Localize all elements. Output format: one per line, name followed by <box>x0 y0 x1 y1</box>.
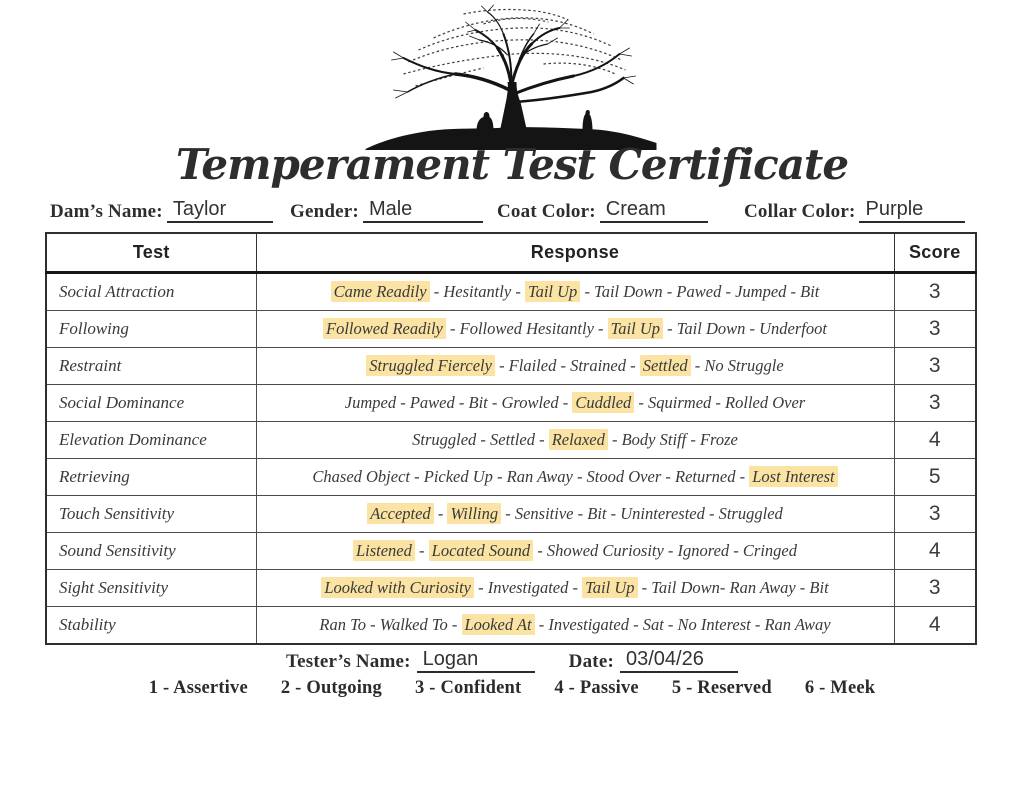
coat-color-field <box>497 198 708 223</box>
dam-name-value[interactable]: Taylor <box>167 198 273 223</box>
tester-name-label: Tester’s Name: <box>286 651 411 672</box>
tester-name-value[interactable]: Logan <box>417 648 535 673</box>
score-legend <box>0 678 1024 699</box>
highlighted-response: Tail Up <box>525 281 580 302</box>
response-cell <box>256 459 894 496</box>
score-cell: 3 <box>894 385 976 422</box>
highlighted-response: Settled <box>640 355 691 376</box>
response-text: - <box>414 541 429 560</box>
col-header-response: Response <box>256 233 894 273</box>
test-name-cell: Retrieving <box>46 459 256 496</box>
response-cell <box>256 607 894 645</box>
legend-item: 2 - Outgoing <box>280 678 382 698</box>
tree-logo <box>363 2 659 150</box>
legend-item: 4 - Passive <box>554 678 639 698</box>
table-row <box>46 348 976 385</box>
table-row <box>46 533 976 570</box>
dam-name-label: Dam’s Name: <box>50 201 163 222</box>
response-text: - Hesitantly - <box>429 282 525 301</box>
score-cell: 4 <box>894 607 976 645</box>
highlighted-response: Cuddled <box>572 392 634 413</box>
response-cell <box>256 348 894 385</box>
test-name-cell: Stability <box>46 607 256 645</box>
table-row <box>46 459 976 496</box>
dam-name-field <box>50 198 273 223</box>
score-cell: 4 <box>894 422 976 459</box>
response-text: - Tail Down- Ran Away - Bit <box>637 578 829 597</box>
highlighted-response: Located Sound <box>429 540 534 561</box>
test-name-cell: Restraint <box>46 348 256 385</box>
legend-item: 1 - Assertive <box>148 678 248 698</box>
table-row <box>46 311 976 348</box>
col-header-test: Test <box>46 233 256 273</box>
response-cell <box>256 533 894 570</box>
test-name-cell: Social Attraction <box>46 273 256 311</box>
score-cell: 3 <box>894 348 976 385</box>
gender-value[interactable]: Male <box>363 198 483 223</box>
test-name-cell: Social Dominance <box>46 385 256 422</box>
tester-row <box>0 648 1024 673</box>
table-row <box>46 273 976 311</box>
highlighted-response: Relaxed <box>549 429 608 450</box>
table-row <box>46 385 976 422</box>
response-cell <box>256 385 894 422</box>
response-text: Jumped - Pawed - Bit - Growled - <box>344 393 573 412</box>
response-cell <box>256 570 894 607</box>
response-text: - Sensitive - Bit - Uninterested - Struggled <box>501 504 783 523</box>
highlighted-response: Tail Up <box>582 577 637 598</box>
test-name-cell: Following <box>46 311 256 348</box>
legend-item: 5 - Reserved <box>671 678 772 698</box>
response-text: Ran To - Walked To - <box>319 615 462 634</box>
table-row <box>46 496 976 533</box>
response-text: - Followed Hesitantly - <box>445 319 608 338</box>
response-cell <box>256 273 894 311</box>
highlighted-response: Tail Up <box>608 318 663 339</box>
score-cell: 3 <box>894 570 976 607</box>
highlighted-response: Listened <box>353 540 415 561</box>
collar-color-label: Collar Color: <box>744 201 856 222</box>
response-text: - Squirmed - Rolled Over <box>634 393 806 412</box>
response-text: - Tail Down - Pawed - Jumped - Bit <box>580 282 820 301</box>
response-text: Struggled - Settled - <box>412 430 549 449</box>
coat-color-value[interactable]: Cream <box>600 198 708 223</box>
legend-item: 3 - Confident <box>414 678 522 698</box>
response-text: - Investigated - Sat - No Interest - Ran Away <box>534 615 831 634</box>
response-text: - Tail Down - Underfoot <box>663 319 827 338</box>
table-row <box>46 422 976 459</box>
legend-item: 6 - Meek <box>804 678 876 698</box>
highlighted-response: Followed Readily <box>323 318 446 339</box>
response-text: - No Struggle <box>690 356 784 375</box>
gender-field <box>290 198 483 223</box>
score-cell: 3 <box>894 311 976 348</box>
temperament-table <box>45 232 977 645</box>
highlighted-response: Looked with Curiosity <box>321 577 474 598</box>
date-value[interactable]: 03/04/26 <box>620 648 738 673</box>
highlighted-response: Looked At <box>462 614 535 635</box>
highlighted-response: Came Readily <box>331 281 430 302</box>
test-name-cell: Sight Sensitivity <box>46 570 256 607</box>
response-text: - <box>433 504 448 523</box>
table-header-row <box>46 233 976 273</box>
score-cell: 5 <box>894 459 976 496</box>
response-text: - Flailed - Strained - <box>494 356 640 375</box>
score-cell: 3 <box>894 273 976 311</box>
highlighted-response: Willing <box>447 503 501 524</box>
response-text: - Investigated - <box>474 578 583 597</box>
highlighted-response: Accepted <box>367 503 433 524</box>
gender-label: Gender: <box>290 201 359 222</box>
response-text: - Showed Curiosity - Ignored - Cringed <box>533 541 798 560</box>
collar-color-value[interactable]: Purple <box>859 198 965 223</box>
response-text: Chased Object - Picked Up - Ran Away - Stood Over - Returned - <box>312 467 750 486</box>
test-name-cell: Sound Sensitivity <box>46 533 256 570</box>
response-text: - Body Stiff - Froze <box>607 430 738 449</box>
table-body <box>46 273 976 645</box>
highlighted-response: Struggled Fiercely <box>366 355 495 376</box>
response-cell <box>256 422 894 459</box>
highlighted-response: Lost Interest <box>749 466 837 487</box>
date-label: Date: <box>568 651 614 672</box>
test-name-cell: Elevation Dominance <box>46 422 256 459</box>
score-cell: 4 <box>894 533 976 570</box>
score-cell: 3 <box>894 496 976 533</box>
coat-color-label: Coat Color: <box>497 201 596 222</box>
response-cell <box>256 311 894 348</box>
certificate-title: Temperament Test Certificate <box>175 140 849 189</box>
test-name-cell: Touch Sensitivity <box>46 496 256 533</box>
response-cell <box>256 496 894 533</box>
col-header-score: Score <box>894 233 976 273</box>
table-row <box>46 570 976 607</box>
table-row <box>46 607 976 645</box>
collar-color-field <box>744 198 965 223</box>
